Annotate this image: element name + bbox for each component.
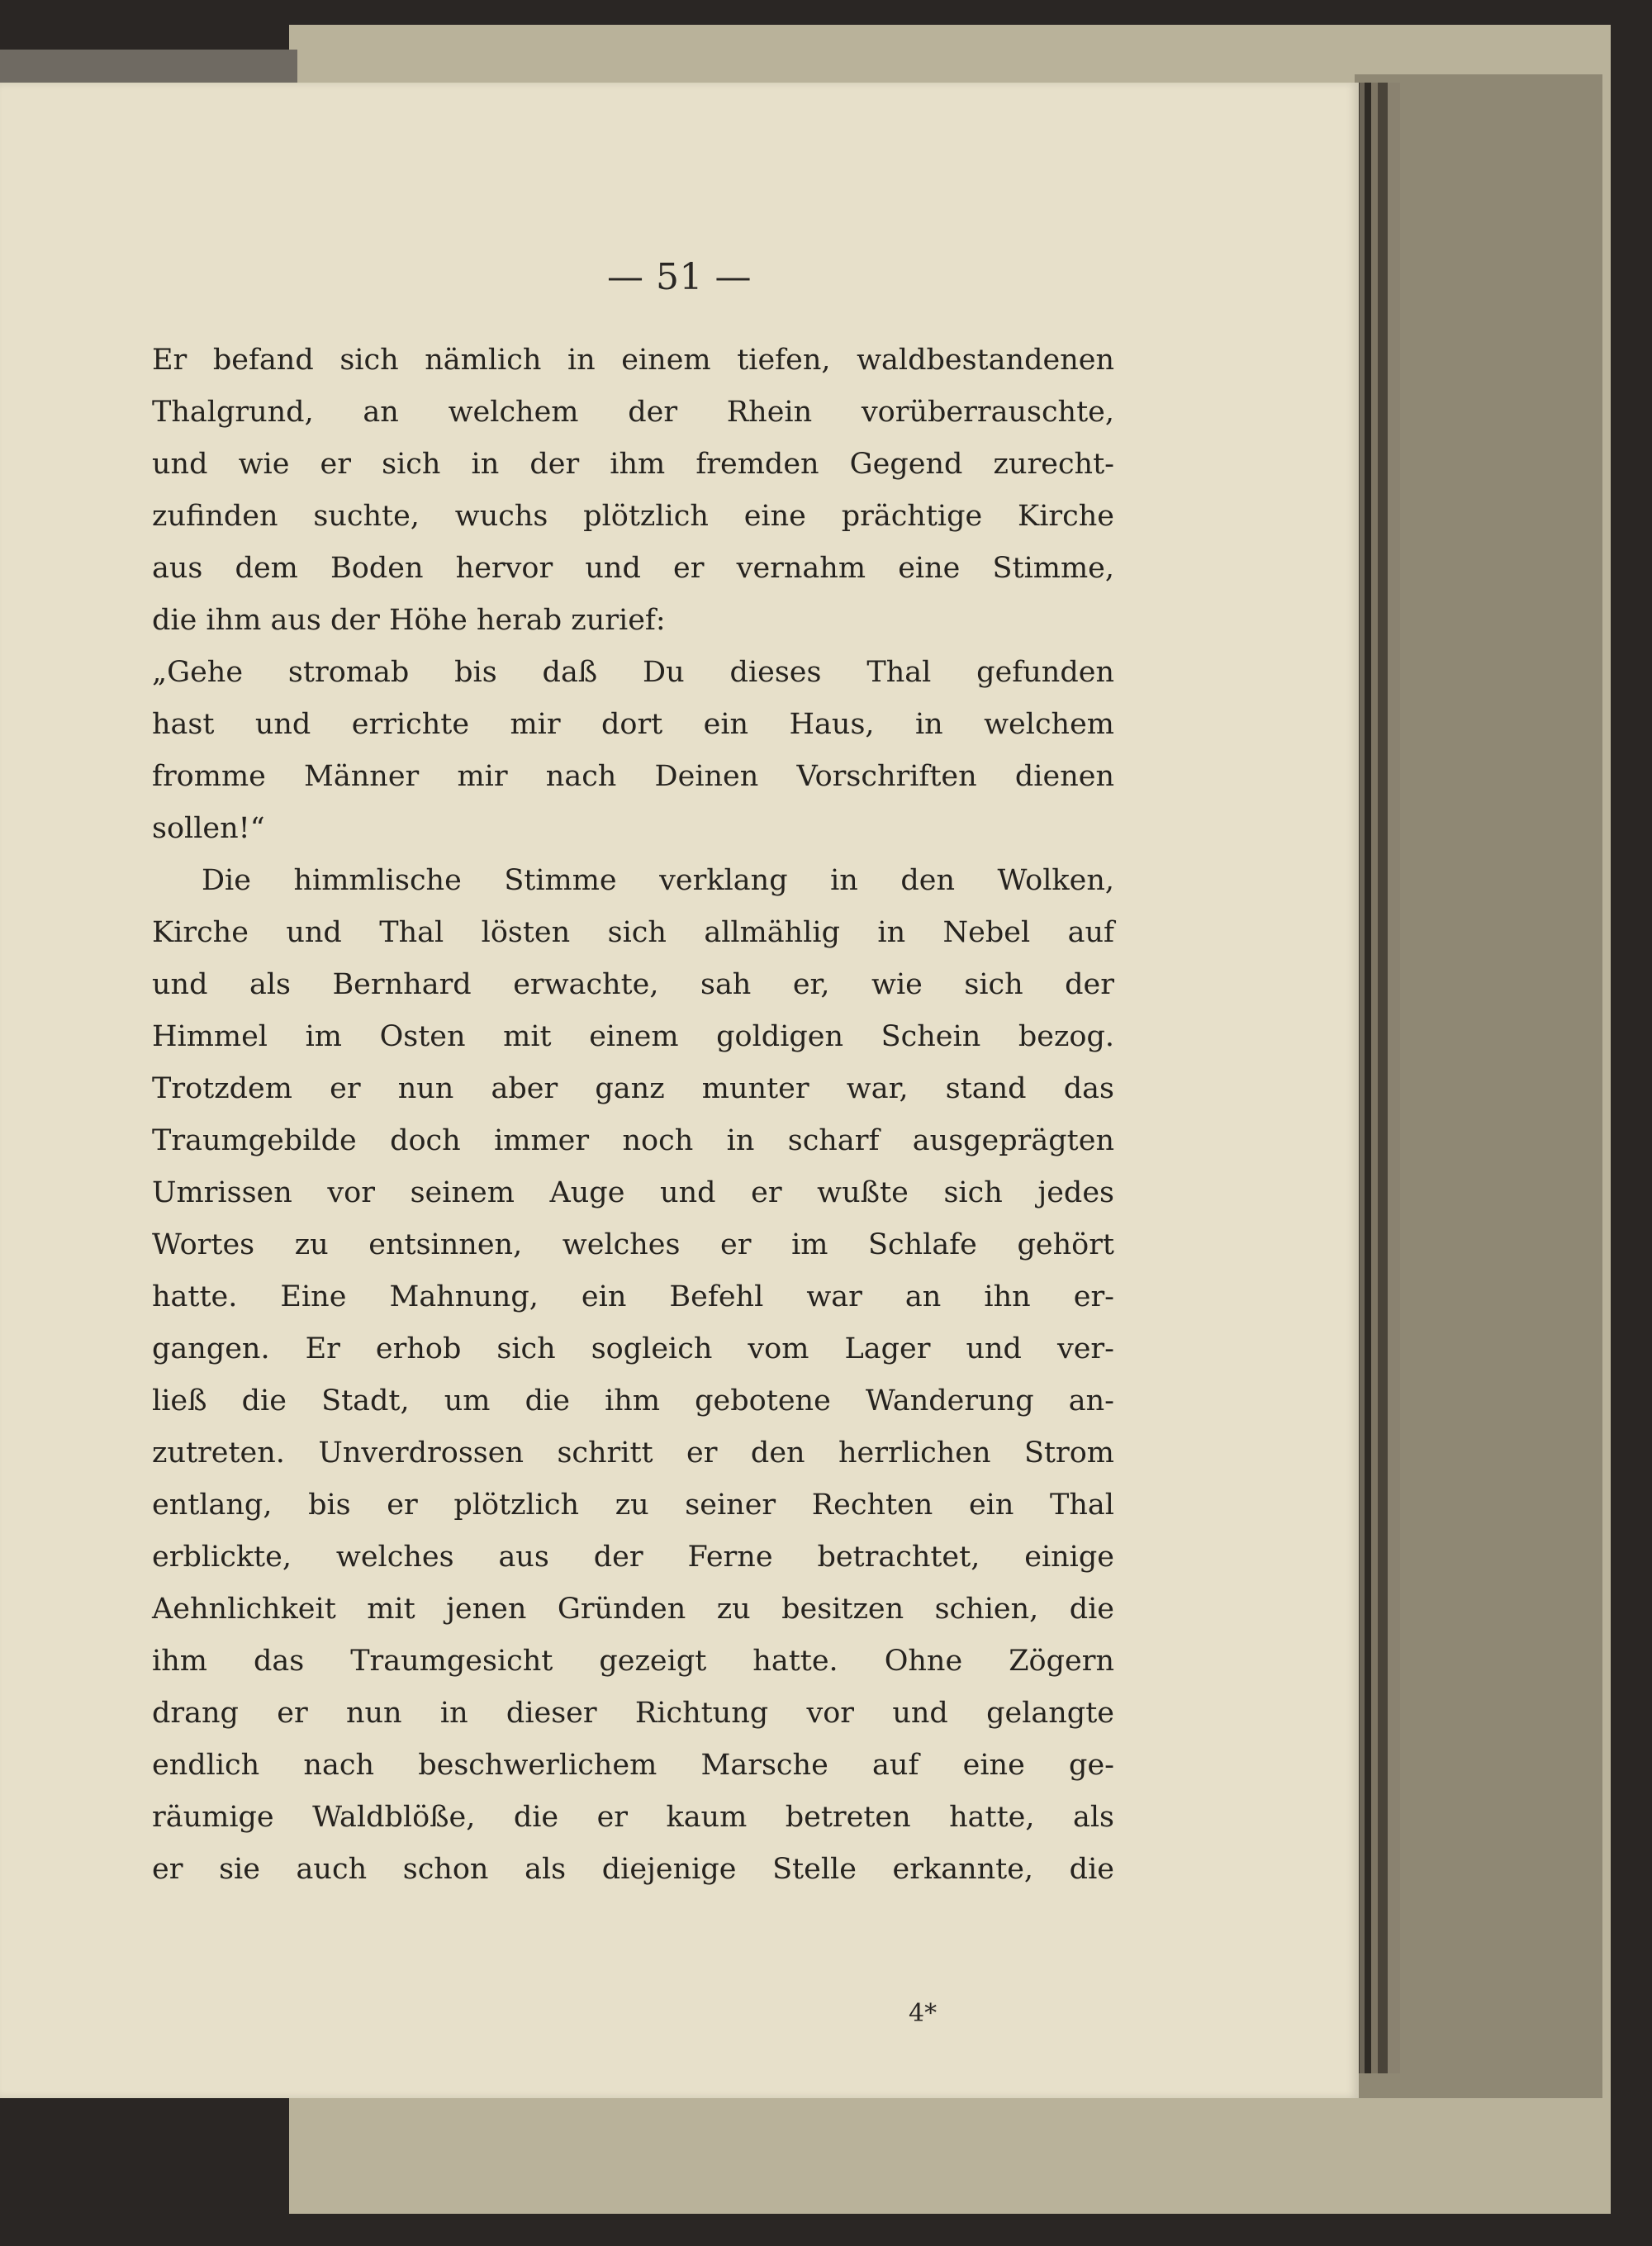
- text-line: erblickte, welches aus der Ferne betrachtet, einige: [152, 1541, 1114, 1574]
- text-line: er sie auch schon als diejenige Stelle erkannte, die: [152, 1853, 1114, 1886]
- text-line: drang er nun in dieser Richtung vor und gelangte: [152, 1697, 1114, 1730]
- page-number: — 51 —: [607, 256, 752, 298]
- text-line: räumige Waldblöße, die er kaum betreten hatte, als: [152, 1801, 1114, 1834]
- text-line: endlich nach beschwerlichem Marsche auf eine ge-: [152, 1749, 1114, 1782]
- text-line: aus dem Boden hervor und er vernahm eine Stimme,: [152, 552, 1114, 585]
- text-line: Die himmlische Stimme verklang in den Wolken,: [202, 864, 1114, 897]
- text-line: zufinden suchte, wuchs plötzlich eine prächtige Kirche: [152, 500, 1114, 533]
- text-line: Er befand sich nämlich in einem tiefen, waldbestandenen: [152, 344, 1114, 377]
- body-text: [152, 335, 1114, 1896]
- text-line: entlang, bis er plötzlich zu seiner Rechten ein Thal: [152, 1489, 1114, 1522]
- text-line: ließ die Stadt, um die ihm gebotene Wanderung an-: [152, 1384, 1114, 1417]
- text-line: hast und errichte mir dort ein Haus, in welchem: [152, 708, 1114, 741]
- book-page: [0, 83, 1359, 2098]
- signature-mark: 4*: [909, 1999, 938, 2028]
- text-line: hatte. Eine Mahnung, ein Befehl war an ihn er-: [152, 1280, 1114, 1313]
- text-line: sollen!“: [152, 812, 265, 845]
- text-line: gangen. Er erhob sich sogleich vom Lager und ver-: [152, 1332, 1114, 1365]
- text-line: zutreten. Unverdrossen schritt er den herrlichen Strom: [152, 1436, 1114, 1470]
- text-line: und wie er sich in der ihm fremden Gegend zurecht-: [152, 448, 1114, 481]
- text-line: „Gehe stromab bis daß Du dieses Thal gefunden: [152, 656, 1114, 689]
- text-line: Wortes zu entsinnen, welches er im Schlafe gehört: [152, 1228, 1114, 1261]
- text-line: Aehnlichkeit mit jenen Gründen zu besitzen schien, die: [152, 1593, 1114, 1626]
- text-line: ihm das Traumgesicht gezeigt hatte. Ohne Zögern: [152, 1645, 1114, 1678]
- text-line: Himmel im Osten mit einem goldigen Schein bezog.: [152, 1020, 1114, 1053]
- text-line: Thalgrund, an welchem der Rhein vorüberrauschte,: [152, 396, 1114, 429]
- page-stack-edges: [1355, 83, 1400, 2073]
- text-line: und als Bernhard erwachte, sah er, wie sich der: [152, 968, 1114, 1001]
- text-line: die ihm aus der Höhe herab zurief:: [152, 604, 666, 637]
- text-line: Kirche und Thal lösten sich allmählig in Nebel auf: [152, 916, 1114, 949]
- text-line: Umrissen vor seinem Auge und er wußte sich jedes: [152, 1176, 1114, 1209]
- text-line: Trotzdem er nun aber ganz munter war, stand das: [152, 1072, 1114, 1105]
- text-line: fromme Männer mir nach Deinen Vorschriften dienen: [152, 760, 1114, 793]
- text-line: Traumgebilde doch immer noch in scharf ausgeprägten: [152, 1124, 1114, 1157]
